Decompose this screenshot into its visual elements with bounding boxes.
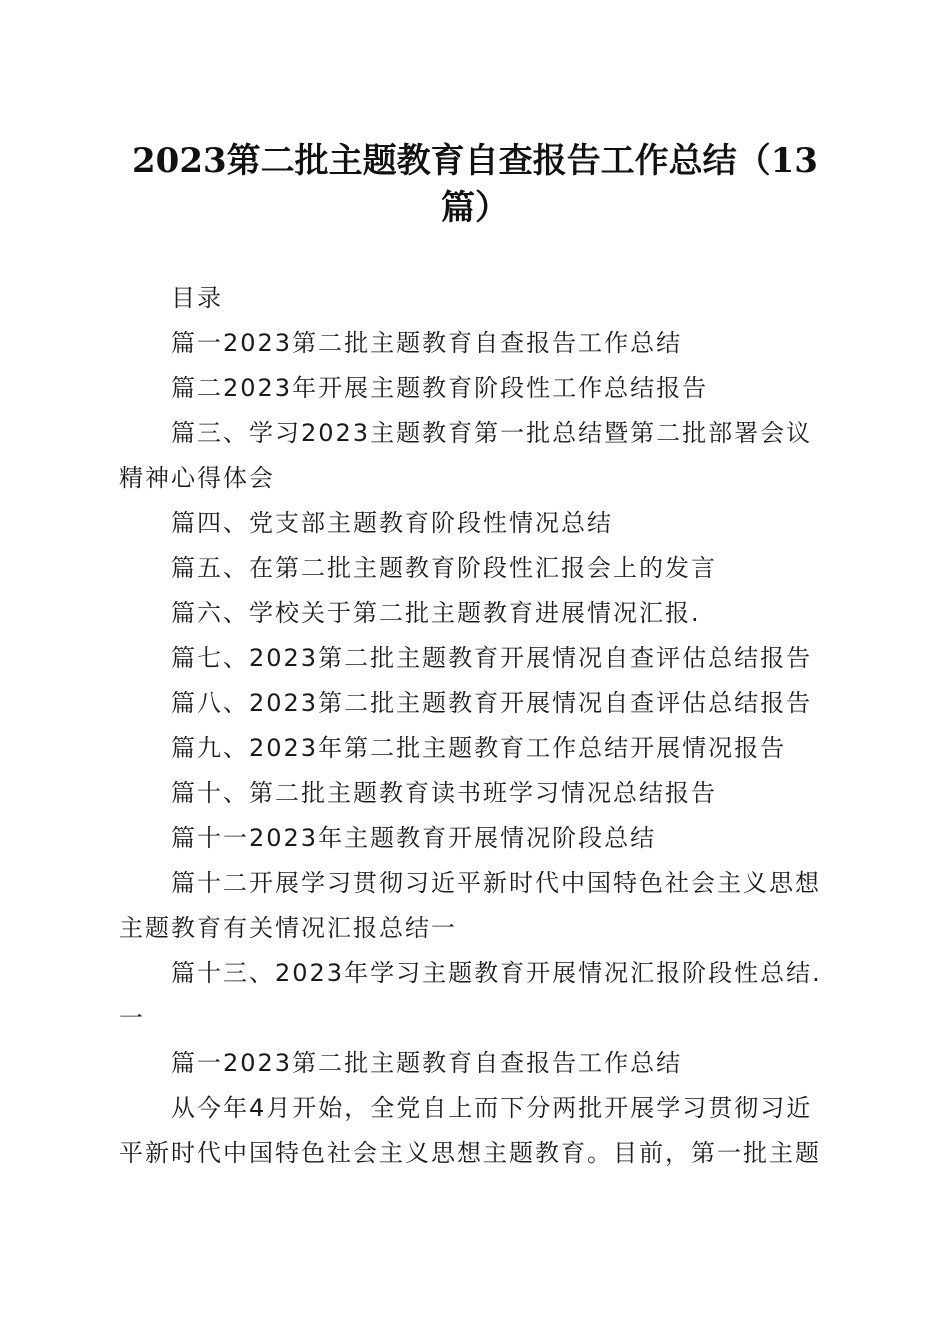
toc-item: 篇十二开展学习贯彻习近平新时代中国特色社会主义思想主题教育有关情况汇报总结一 [119, 869, 821, 942]
toc-item: 篇七、2023第二批主题教育开展情况自查评估总结报告 [171, 644, 813, 672]
toc-item: 篇二2023年开展主题教育阶段性工作总结报告 [171, 374, 709, 402]
toc-item: 篇六、学校关于第二批主题教育进展情况汇报. [171, 599, 701, 627]
toc-item: 篇十、第二批主题教育读书班学习情况总结报告 [171, 779, 717, 807]
toc-item: 篇三、学习2023主题教育第一批总结暨第二批部署会议精神心得体会 [119, 419, 813, 492]
toc-item: 篇五、在第二批主题教育阶段性汇报会上的发言 [171, 554, 717, 582]
toc-item: 篇十三、2023年学习主题教育开展情况汇报阶段性总结.一 [119, 959, 822, 1032]
toc-item: 篇四、党支部主题教育阶段性情况总结 [171, 509, 613, 537]
toc-item: 篇十一2023年主题教育开展情况阶段总结 [171, 824, 657, 852]
toc-heading: 目录 [171, 284, 223, 312]
document-body [119, 276, 825, 1176]
toc-item: 篇一2023第二批主题教育自查报告工作总结 [171, 329, 683, 357]
document-title: 2023第二批主题教育自查报告工作总结（13篇） [132, 141, 818, 228]
section-heading: 篇一2023第二批主题教育自查报告工作总结 [171, 1049, 683, 1077]
toc-item: 篇九、2023年第二批主题教育工作总结开展情况报告 [171, 734, 787, 762]
toc-item: 篇八、2023第二批主题教育开展情况自查评估总结报告 [171, 689, 813, 717]
body-paragraph: 从今年4月开始，全党自上而下分两批开展学习贯彻习近平新时代中国特色社会主义思想主题教育。目前，第一批主题 [119, 1094, 821, 1167]
